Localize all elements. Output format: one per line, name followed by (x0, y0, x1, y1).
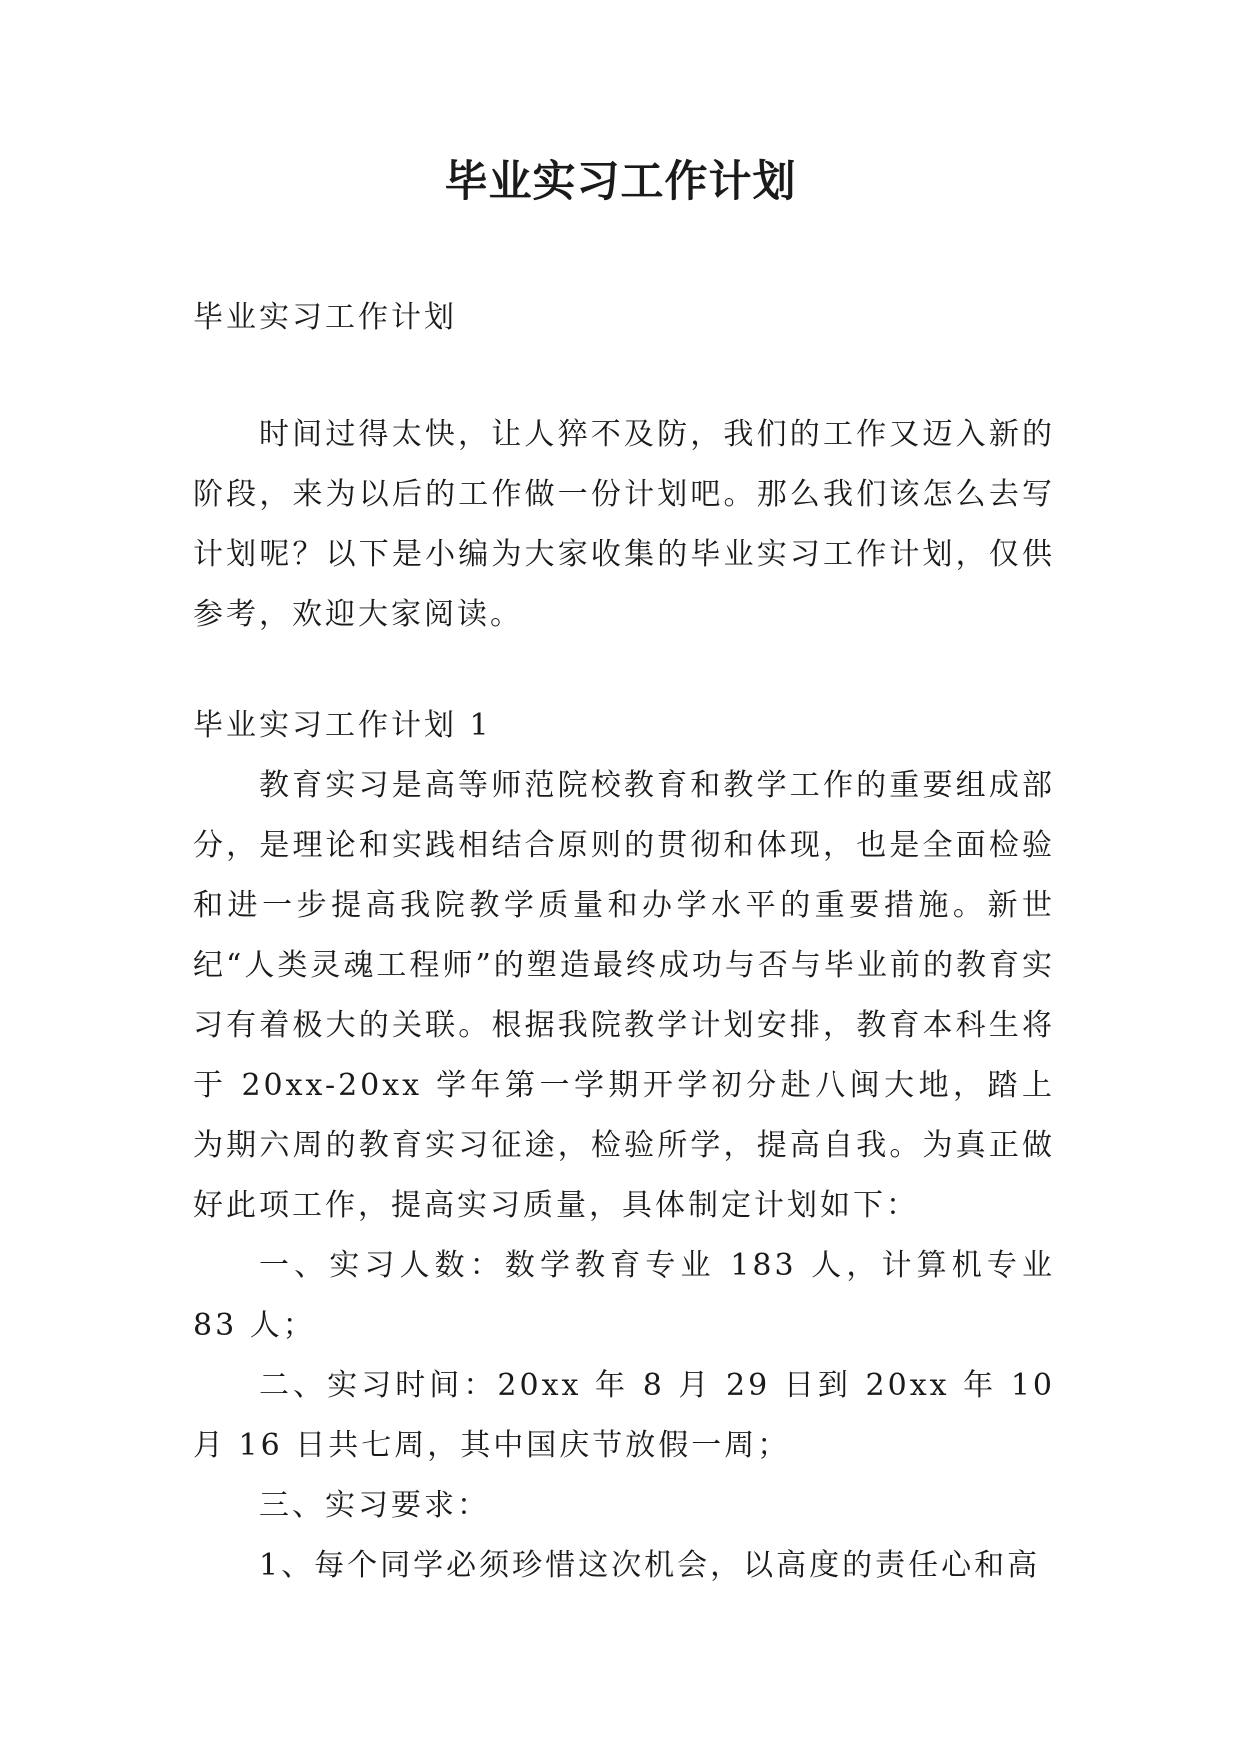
intro-paragraph: 时间过得太快，让人猝不及防，我们的工作又迈入新的阶段，来为以后的工作做一份计划吧。那么我们该怎么去写计划呢？以下是小编为大家收集的毕业实习工作计划，仅供参考，欢迎大家阅读。 (193, 417, 1055, 632)
intro-block (193, 405, 1055, 645)
document-subtitle: 毕业实习工作计划 (193, 300, 457, 335)
paragraph-overview: 教育实习是高等师范院校教育和教学工作的重要组成部分，是理论和实践相结合原则的贯彻和体现，也是全面检验和进一步提高我院教学质量和办学水平的重要措施。新世纪“人类灵魂工程师”的塑造最终成功与否与毕业前的教育实习有着极大的关联。根据我院教学计划安排，教育本科生将于 20xx-20xx 学年第一学期开学初分赴八闽大地，踏上为期六周的教育实习征途，检验所学，提高自我。为真正做好此项工作，提高实习质量，具体制定计划如下： (193, 768, 1055, 1223)
paragraph-requirements-heading: 三、实习要求： (259, 1488, 490, 1523)
section-heading: 毕业实习工作计划 1 (193, 708, 492, 743)
paragraph-requirement-1: 1、每个同学必须珍惜这次机会，以高度的责任心和高 (259, 1548, 1041, 1583)
paragraph-intern-count: 一、实习人数：数学教育专业 183 人，计算机专业 83 人； (193, 1248, 1055, 1343)
paragraph-intern-time: 二、实习时间：20xx 年 8 月 29 日到 20xx 年 10 月 16 日共七周，其中国庆节放假一周； (193, 1368, 1055, 1463)
document-title: 毕业实习工作计划 (444, 157, 797, 207)
section-body (193, 756, 1055, 1596)
